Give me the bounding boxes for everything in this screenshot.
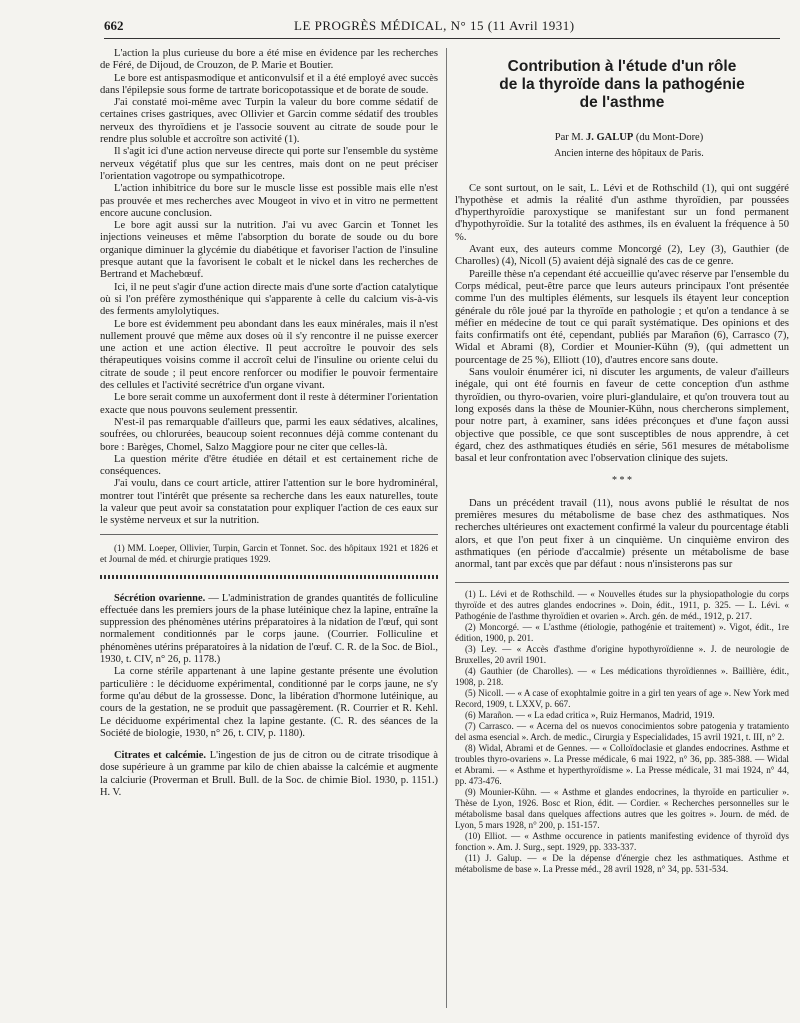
footnote: (1) L. Lévi et de Rothschild. — « Nouvelles études sur la physiopathologie du corps thyroïde et des autres glandes endocrines ». Doin, édit., 1911, p. 325. — L. Lévi. « Pathogénie de l'asthme thyroïdien et ovarien ». Arch. gén. de méd., 1912, p. 217. — [455, 588, 789, 621]
byline — [455, 132, 789, 144]
review-sections — [100, 593, 438, 800]
title-line: de l'asthme — [579, 94, 665, 111]
column-divider — [446, 48, 447, 1008]
footnote: (3) Ley. — « Accès d'asthme d'origine hypothyroïdienne ». J. de neurologie de Bruxelles, 20 avril 1901. — [455, 643, 789, 665]
footnote: (9) Mounier-Kühn. — « Asthme et glandes endocrines, la thyroïde en particulier ». Thèse de Lyon, 1926. Bosc et Rion, édit. — Cordier. « Recherches personnelles sur le métabolisme basal dans quelques affections autres que les goitres ». Journ. de méd. de Lyon, 5 mars 1928, n° 200, p. 151-157. — [455, 786, 789, 830]
footnote: (10) Elliot. — « Asthme occurence in patients manifesting evidence of thyroïd dys fonction ». Am. J. Surg., sept. 1929, pp. 333-337. — [455, 830, 789, 852]
section-separator: * * * — [612, 475, 632, 487]
right-column — [455, 48, 789, 1008]
byline-prefix: Par M. — [554, 132, 584, 143]
footnote: (6) Marañon. — « La edad critica », Ruiz Hermanos, Madrid, 1919. — [465, 709, 715, 720]
author-name: J. GALUP — [585, 132, 634, 143]
author-affiliation: Ancien interne des hôpitaux de Paris. — [554, 148, 704, 160]
left-footnote — [100, 534, 438, 565]
running-title: LE PROGRÈS MÉDICAL, N° 15 (11 Avril 1931) — [294, 18, 575, 33]
section-title: Sécrétion ovarienne. — [114, 592, 206, 604]
paragraph: Ici, il ne peut s'agir d'une action directe mais d'une sorte d'action catalytique où si l'on préfère zymosthénique qui s'apparente à celle du calcium vis-à-vis des ferments amylolytiques. — [100, 281, 438, 318]
footnote: (8) Widal, Abrami et de Gennes. — « Colloïdoclasie et glandes endocrines. Asthme et troubles thyro-ovariens ». La Presse médicale, 6 mai 1922, n° 36, pp. 385-388. — Widal et Abrami. — « Asthme et hyperthyroïdisme ». La Presse médicale, 31 mai 1924, n° 44, pp. 473-476. — [455, 742, 789, 786]
paragraph: N'est-il pas remarquable d'ailleurs que, parmi les eaux sédatives, alcalines, soufrées, ou chlorurées, beaucoup soient reconnues déjà comme contenant du bore : Barèges, Chomel, Salzo Maggiore pour ne citer que celles-là. — [100, 416, 438, 453]
paragraph: L'action inhibitrice du bore sur le muscle lisse est possible mais elle n'est pas prouvée et mes recherches avec Mougeot in vivo et in vitro ne permettent encore aucune conclusion. — [100, 183, 438, 219]
section-text: La corne stérile appartenant à une lapine gestante présente une évolution particulière : le déciduome expérimental, conditionné par le corps jaune, ne s'y forme qu'au début de la grossesse. Donc, la libération d'hormone lutéinique, au cours de la gestation, ne se produit que passagèrement. (R. Courrier et R. Kehl. Le déciduome expérimental chez la lapine gestante. (C. R. des séances de la Société de biologie, 1930, n° 26, t. CIV, p. 1180). — [100, 666, 438, 739]
footnote: (7) Carrasco. — « Acerna del os nuevos conocimientos sobre patogenia y tratamiento del asma esencial ». Arch. de medic., Cirurgia y Especialidades, 15 avril 1921, t. III, n° 2. — [455, 720, 789, 742]
section-text: — L'administration de grandes quantités de folliculine effectuée dans les premiers jours de la phase lutéinique chez la lapine, entraîne la suppression des phénomènes utérins préparatoires à la nidation de l'œuf, qui sont normalement conditionnés par le corps jaune. (Courrier. Folliculine et phénomènes utérins préparatoires à la nidation de l'œuf. C. R. de la Soc. de Biol., 1930, t. CIV, n° 26, p. 1178.) — [100, 592, 438, 666]
left-column — [100, 48, 438, 1008]
paragraph: Avant eux, des auteurs comme Moncorgé (2), Ley (3), Gauthier (de Charolles) (4), Nicoll (5) avaient déjà signalé des cas de ce genre. — [455, 244, 789, 268]
paragraph: Le bore serait comme un auxoferment dont il reste à déterminer l'orientation exacte que nous pouvons seulement pressentir. — [100, 392, 438, 416]
review-section — [100, 666, 438, 740]
review-section — [100, 750, 438, 799]
title-line: Contribution à l'étude d'un rôle — [507, 58, 737, 75]
paragraph: Pareille thèse n'a cependant été accueillie qu'avec réserve par l'ensemble du Corps médical, peut-être parce que leurs auteurs principaux l'ont présentée comme l'un des multiples éléments, sur lesquels ils étayent leur conception générale du rôle joué par la thyroïde en pathologie ; et qu'on a tendance à se méfier en médecine de tout ce qui paraît systématique. Des opinions et des faits confirmatifs ont été, cependant, publiés par Marañon (6), Carrasco (7), Widal et Abrami (8), Cordier et Mounier-Kühn (9), (qui admettent un pourcentage de 25 %), Elliott (10), d'autres encore sans doute. — [455, 268, 789, 366]
article-title — [455, 58, 789, 112]
byline-suffix: (du Mont-Dore) — [635, 132, 704, 143]
left-article-body — [100, 48, 438, 528]
footnote: (4) Gauthier (de Charolles). — « Les médications thyroïdiennes ». Baillière, édit., 1908, p. 218. — [455, 665, 789, 687]
review-section — [100, 593, 438, 667]
page-number: 662 — [104, 18, 124, 33]
footnotes — [455, 582, 789, 875]
section-title: Citrates et calcémie. — [114, 750, 206, 762]
footnote: (2) Moncorgé. — « L'asthme (étiologie, pathogénie et traitement) ». Vigot, édit., 1re édition, 1900, p. 201. — [455, 621, 789, 643]
paragraph: L'action la plus curieuse du bore a été mise en évidence par les recherches de Féré, de Dijoud, de Crouzon, de P. Marie et Boutier. — [100, 48, 438, 72]
footnote: (5) Nicoll. — « A case of exophtalmie goitre in a girl ten years of age ». New York med Record, 1909, t. LXXV, p. 667. — [455, 687, 789, 709]
title-line: de la thyroïde dans la pathogénie — [499, 76, 745, 93]
paragraph: J'ai constaté moi-même avec Turpin la valeur du bore comme sédatif de certaines crises gastriques, avec Ollivier et Garcin comme sédatif des troubles nerveux des thyroïdiens et je l'associe souvent au citrate de soude pour le rendre plus soluble et accroître son activité (1). — [100, 97, 438, 146]
footnote: (1) MM. Loeper, Ollivier, Turpin, Garcin et Tonnet. Soc. des hôpitaux 1921 et 1826 et et Journal de méd. et chirurgie pratiques 1929. — [100, 542, 438, 564]
paragraph: Le bore est évidemment peu abondant dans les eaux minérales, mais il n'est nullement prouvé que même aux doses où il s'y rencontre il ne puisse exercer une action et une action élective. Il peut accroître le pouvoir des sels thérapeutiques voisins comme il accroît celui de l'insuline ou oriente celui du citrate de soude ; il peut encore renforcer ou modifier le pouvoir fermentaire des cellules et l'activité secrétrice d'un organe vivant. — [100, 318, 438, 392]
footnote: (11) J. Galup. — « De la dépense d'énergie chez les asthmatiques. Asthme et métabolisme de base ». La Presse méd., 28 avril 1928, n° 34, pp. 531-534. — [455, 852, 789, 874]
paragraph: La question mérite d'être étudiée en détail et est certainement riche de conséquences. — [100, 453, 438, 478]
running-header — [104, 16, 780, 39]
paragraph: Le bore agit aussi sur la nutrition. J'ai vu avec Garcin et Tonnet les injections veineuses et même l'absorption du borate de soude ou du bore organique diminuer la glycémie du diabétique et favoriser l'action de l'insuline presque autant que la favorisent le cobalt et le nickel dans les recherches de Bertrand et Machebœuf. — [100, 220, 438, 281]
paragraph: J'ai voulu, dans ce court article, attirer l'attention sur le bore hydrominéral, montrer tout l'intérêt que présente sa recherche dans les eaux naturelles, toute la valeur que peut avoir sa constatation pour expliquer l'action de ces eaux sur le système nerveux et sur la nutrition. — [100, 478, 438, 527]
paragraph: Le bore est antispasmodique et anticonvulsif et il a été employé avec succès dans l'épilepsie sous forme de tartrate boricopotassique et de borate de soude. — [100, 72, 438, 96]
ornamental-divider — [100, 575, 438, 579]
section-text: L'ingestion de jus de citron ou de citrate trisodique à dose supérieure à un gramme par kilo de chien abaisse la calcémie et augmente la calciurie (Proverman et Brull. Bull. de la Soc. de chimie Biol. 1930, p. 1151.) H. V. — [100, 750, 438, 799]
paragraph: Sans vouloir énumérer ici, ni discuter les arguments, de valeur d'ailleurs inégale, qui ont été fournis en faveur de cette conception d'un asthme thyroïdien, ou thyro-ovarien, voire pluri-glandulaire, et qu'on trouvera tout au long exposés dans la thèse de Mounier-Kühn, nous chercherons simplement, pour notre part, à examiner, sans idées préconçues et d'une façon aussi objective que possible, ce que sont susceptibles de nous apprendre, à cet égard, chez des asthmatiques étudiés en série, 561 mesures de métabolisme basal et leur confrontation avec l'observation clinique des sujets. — [455, 367, 789, 465]
paragraph: Il s'agit ici d'une action nerveuse directe qui porte sur l'ensemble du système nerveux végétatif plus que sur les centres, mais dont on ne peut préciser l'orientation vagotrope ou sympathicotrope. — [100, 146, 438, 182]
paragraph: Ce sont surtout, on le sait, L. Lévi et de Rothschild (1), qui ont suggéré l'hypothèse et admis la réalité d'un asthme thyroïdien, par poussées d'hyperthyroïdie paroxystique se manifestant sur un fond permanent d'hypothyroïdie. Sur la totalité des asthmes, ils en évaluent la fréquence à 50 %. — [455, 182, 789, 243]
paragraph: Dans un précédent travail (11), nous avons publié le résultat de nos premières mesures du métabolisme de base chez des asthmatiques. Nos recherches ultérieures ont exactement confirmé la valeur du pourcentage établi alors, et que l'on peut fixer à un cinquième. Un cinquième environ des asthmatiques (en période d'accalmie) présente un métabolisme de base anormal, tant par excès que par défaut : nous n'insisterons pas sur — [455, 497, 789, 571]
